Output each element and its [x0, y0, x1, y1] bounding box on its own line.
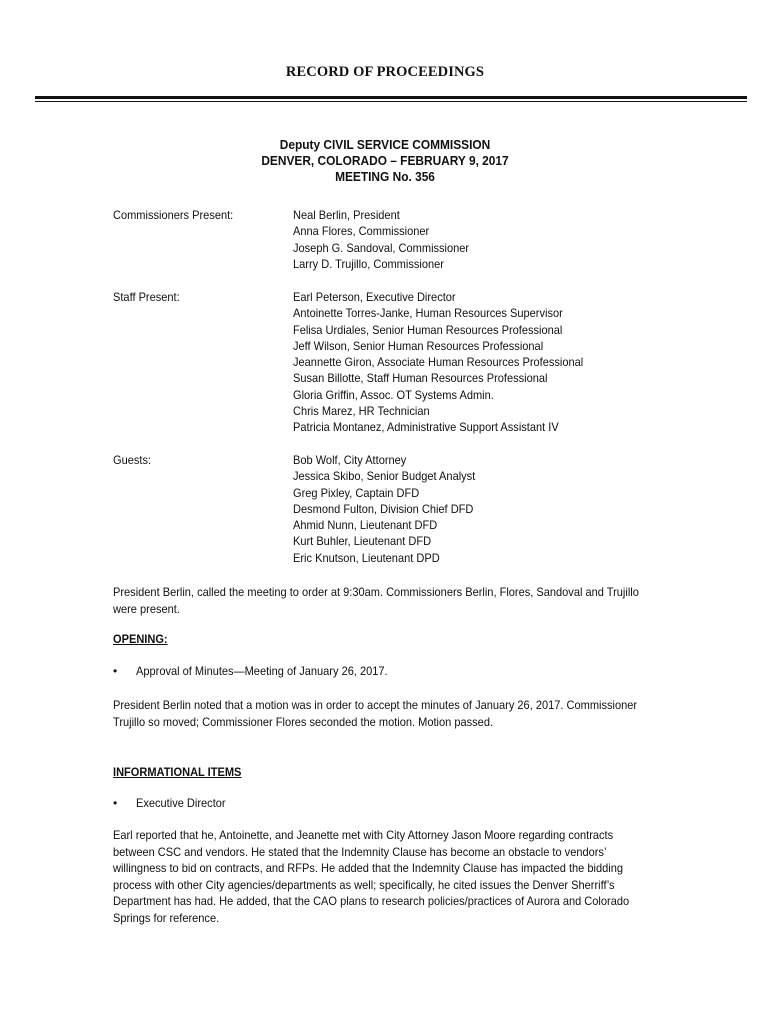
- bullet-icon: •: [113, 796, 118, 810]
- staff-list: [293, 289, 609, 436]
- executive-director-paragraph: [113, 827, 713, 926]
- staff-label: Staff Present:: [113, 290, 180, 304]
- bullet-text: Approval of Minutes—Meeting of January 26, 2017.: [136, 664, 388, 678]
- title-rule-thin: [35, 101, 747, 102]
- list-item: Patricia Montanez, Administrative Support Assistant IV: [293, 420, 559, 435]
- guests-list: [293, 452, 491, 566]
- paragraph-line: Trujillo so moved; Commissioner Flores seconded the motion. Motion passed.: [113, 714, 494, 729]
- guests-label: Guests:: [113, 453, 152, 467]
- commissioners-section: [113, 207, 673, 277]
- list-item: Larry D. Trujillo, Commissioner: [293, 256, 444, 271]
- bullet-text: Executive Director: [136, 796, 226, 810]
- document-title: RECORD OF PROCEEDINGS: [285, 64, 485, 80]
- list-item: Desmond Fulton, Division Chief DFD: [293, 501, 474, 516]
- list-item: Felisa Urdiales, Senior Human Resources Professional: [293, 322, 563, 337]
- paragraph-line: Earl reported that he, Antoinette, and Jeanette met with City Attorney Jason Moore regarding contracts: [113, 828, 614, 842]
- meeting-number: MEETING No. 356: [335, 169, 435, 184]
- list-item: Susan Billotte, Staff Human Resources Professional: [293, 371, 548, 386]
- paragraph-line: Department has had. He added, that the CAO plans to research policies/practices of Aurora and Colorado: [113, 894, 630, 908]
- meeting-heading: [0, 137, 770, 185]
- list-item: Jeff Wilson, Senior Human Resources Professional: [293, 338, 544, 353]
- list-item: Kurt Buhler, Lieutenant DFD: [293, 534, 432, 549]
- paragraph-line: Springs for reference.: [113, 910, 220, 925]
- list-item: Earl Peterson, Executive Director: [293, 290, 456, 304]
- paragraph-line: process with other City agencies/departments as well; specifically, he cited issues the Denver Sherriff’s: [113, 877, 615, 892]
- list-item: Chris Marez, HR Technician: [293, 404, 430, 419]
- opening-paragraph: [113, 697, 713, 730]
- title-rule-thick: [35, 96, 747, 99]
- list-item: Greg Pixley, Captain DFD: [293, 485, 420, 500]
- commissioners-list: [293, 207, 484, 272]
- commission-name: Deputy CIVIL SERVICE COMMISSION: [279, 137, 491, 152]
- list-item: Joseph G. Sandoval, Commissioner: [293, 240, 470, 255]
- list-item: Jeannette Giron, Associate Human Resources Professional: [293, 355, 584, 370]
- list-item: Antoinette Torres-Janke, Human Resources Supervisor: [293, 306, 563, 321]
- paragraph-line: President Berlin noted that a motion was in order to accept the minutes of January 26, 2017. Commissioner: [113, 698, 638, 712]
- paragraph-line: willingness to bid on contracts, and RFPs. He added that the Indemnity Clause has impacted the bidding: [113, 861, 623, 875]
- list-item: Jessica Skibo, Senior Budget Analyst: [293, 469, 476, 484]
- call-to-order-paragraph: [113, 584, 713, 617]
- list-item: Anna Flores, Commissioner: [293, 224, 430, 239]
- list-item: Ahmid Nunn, Lieutenant DFD: [293, 518, 438, 533]
- meeting-location-date: DENVER, COLORADO – FEBRUARY 9, 2017: [261, 153, 509, 168]
- staff-section: [113, 289, 673, 439]
- paragraph-line: President Berlin, called the meeting to order at 9:30am. Commissioners Berlin, Flores, Sandoval and Trujillo: [113, 585, 639, 599]
- commissioners-label: Commissioners Present:: [113, 208, 234, 222]
- list-item: Neal Berlin, President: [293, 208, 400, 222]
- opening-heading: OPENING:: [113, 632, 168, 646]
- bullet-icon: •: [113, 664, 118, 678]
- list-item: Eric Knutson, Lieutenant DPD: [293, 550, 440, 565]
- informational-heading: INFORMATIONAL ITEMS: [113, 765, 242, 779]
- paragraph-line: between CSC and vendors. He stated that the Indemnity Clause has become an obstacle to vendors’: [113, 844, 607, 859]
- paragraph-line: were present.: [113, 601, 180, 616]
- list-item: Bob Wolf, City Attorney: [293, 453, 407, 467]
- list-item: Gloria Griffin, Assoc. OT Systems Admin.: [293, 387, 494, 402]
- guests-section: [113, 452, 673, 570]
